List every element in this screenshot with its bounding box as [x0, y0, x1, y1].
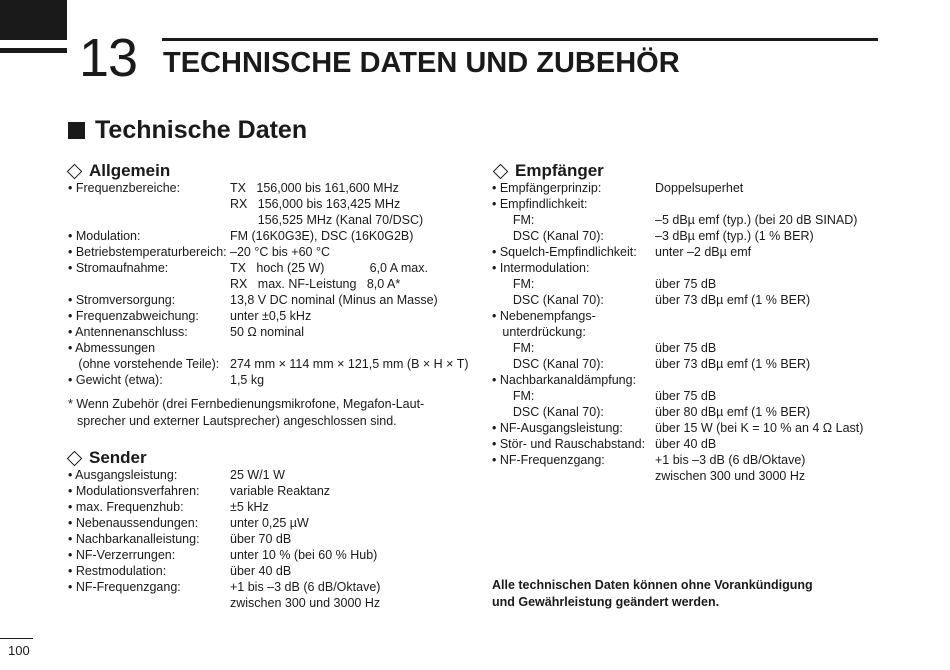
spec-label: • Frequenzabweichung:	[68, 309, 199, 323]
spec-value: FM (16K0G3E), DSC (16K0G2B)	[230, 229, 414, 243]
subhead-allgemein-text: Allgemein	[89, 161, 171, 180]
spec-row	[68, 467, 468, 483]
spec-value: zwischen 300 und 3000 Hz	[230, 596, 381, 610]
spec-label: • Frequenzbereiche:	[68, 181, 181, 195]
spec-label: DSC (Kanal 70):	[492, 293, 604, 307]
empfaenger-table	[492, 180, 912, 484]
spec-row	[68, 212, 468, 228]
spec-row	[492, 228, 912, 244]
spec-label: FM:	[492, 389, 535, 403]
spec-value: +1 bis –3 dB (6 dB/Oktave)	[655, 453, 806, 467]
spec-value: über 75 dB	[655, 341, 717, 355]
footnote	[68, 396, 424, 430]
spec-row	[492, 404, 912, 420]
spec-row	[492, 468, 912, 484]
spec-label: • max. Frequenzhub:	[68, 500, 184, 514]
spec-row	[68, 531, 468, 547]
spec-row	[68, 260, 468, 276]
spec-label: DSC (Kanal 70):	[492, 229, 604, 243]
page-number: 100	[8, 643, 30, 658]
spec-label: FM:	[492, 213, 535, 227]
sender-table	[68, 467, 468, 611]
spec-row	[68, 228, 468, 244]
spec-value: über 40 dB	[655, 437, 717, 451]
specs-note-line-2: und Gewährleistung geändert werden.	[492, 595, 720, 609]
spec-label: • Stromversorgung:	[68, 293, 176, 307]
spec-value: unter –2 dBµ emf	[655, 245, 752, 259]
spec-label: unterdrückung:	[492, 325, 586, 339]
spec-label: • Nachbarkanalleistung:	[68, 532, 200, 546]
chapter-number: 13	[79, 28, 138, 88]
spec-value: TX 156,000 bis 161,600 MHz	[230, 181, 399, 195]
spec-label: • Empfindlichkeit:	[492, 197, 588, 211]
spec-value: unter 10 % (bei 60 % Hub)	[230, 548, 378, 562]
spec-row	[68, 563, 468, 579]
subhead-allgemein	[66, 161, 170, 181]
spec-label: DSC (Kanal 70):	[492, 405, 604, 419]
diamond-icon	[67, 163, 83, 179]
spec-row	[68, 324, 468, 340]
spec-row	[68, 340, 468, 356]
spec-label: • Intermodulation:	[492, 261, 590, 275]
spec-row	[492, 372, 912, 388]
spec-value: TX hoch (25 W) 6,0 A max.	[230, 261, 428, 275]
spec-row	[68, 180, 468, 196]
spec-row	[492, 420, 912, 436]
spec-value: 156,525 MHz (Kanal 70/DSC)	[230, 213, 424, 227]
chapter-rule	[162, 38, 878, 41]
spec-row	[492, 308, 912, 324]
spec-value: 274 mm × 114 mm × 121,5 mm (B × H × T)	[230, 357, 469, 371]
spec-row	[68, 276, 468, 292]
spec-row	[68, 595, 468, 611]
spec-value: über 40 dB	[230, 564, 292, 578]
spec-row	[492, 260, 912, 276]
diamond-icon	[67, 450, 83, 466]
spec-label: • NF-Ausgangsleistung:	[492, 421, 623, 435]
section-title-text: Technische Daten	[95, 116, 308, 144]
spec-label: • Empfängerprinzip:	[492, 181, 602, 195]
subhead-empfaenger-text: Empfänger	[515, 161, 604, 180]
spec-value: 13,8 V DC nominal (Minus an Masse)	[230, 293, 438, 307]
spec-value: 1,5 kg	[230, 373, 265, 387]
spec-value: über 73 dBµ emf (1 % BER)	[655, 293, 811, 307]
chapter-tab-block	[0, 0, 67, 40]
spec-label: • Restmodulation:	[68, 564, 167, 578]
spec-row	[68, 292, 468, 308]
page-number-rule	[0, 638, 33, 639]
spec-value: über 73 dBµ emf (1 % BER)	[655, 357, 811, 371]
spec-value: –20 °C bis +60 °C	[230, 245, 330, 259]
spec-value: ±5 kHz	[230, 500, 269, 514]
spec-row	[492, 292, 912, 308]
spec-label: • NF-Frequenzgang:	[492, 453, 605, 467]
spec-value: +1 bis –3 dB (6 dB/Oktave)	[230, 580, 381, 594]
spec-label: • Antennenanschluss:	[68, 325, 188, 339]
spec-value: über 15 W (bei K = 10 % an 4 Ω Last)	[655, 421, 864, 435]
specs-note	[492, 577, 813, 611]
spec-label: • Modulation:	[68, 229, 141, 243]
spec-value: unter 0,25 µW	[230, 516, 309, 530]
spec-row	[68, 196, 468, 212]
spec-row	[492, 356, 912, 372]
spec-label: • Stromaufnahme:	[68, 261, 169, 275]
subhead-sender	[66, 448, 147, 468]
spec-value: –5 dBµ emf (typ.) (bei 20 dB SINAD)	[655, 213, 858, 227]
allgemein-table	[68, 180, 468, 388]
diamond-icon	[493, 163, 509, 179]
spec-row	[68, 499, 468, 515]
specs-note-line-1: Alle technischen Daten können ohne Vorankündigung	[492, 578, 813, 592]
spec-value: RX max. NF-Leistung 8,0 A*	[230, 277, 401, 291]
square-bullet-icon	[68, 122, 85, 139]
spec-value: zwischen 300 und 3000 Hz	[655, 469, 806, 483]
spec-row	[492, 452, 912, 468]
spec-label: • Nebenaussendungen:	[68, 516, 199, 530]
spec-label: • Modulationsverfahren:	[68, 484, 200, 498]
subhead-empfaenger	[492, 161, 604, 181]
spec-label: • Betriebstemperaturbereich:	[68, 245, 227, 259]
spec-row	[68, 579, 468, 595]
spec-row	[68, 372, 468, 388]
spec-value: 25 W/1 W	[230, 468, 285, 482]
spec-row	[492, 340, 912, 356]
spec-value: variable Reaktanz	[230, 484, 331, 498]
spec-row	[492, 276, 912, 292]
spec-row	[68, 244, 468, 260]
spec-value: Doppelsuperhet	[655, 181, 744, 195]
spec-label: • Squelch-Empfindlichkeit:	[492, 245, 637, 259]
spec-label: • Abmessungen	[68, 341, 156, 355]
spec-label: • Nachbarkanaldämpfung:	[492, 373, 637, 387]
spec-row	[492, 180, 912, 196]
spec-row	[68, 515, 468, 531]
chapter-tab-bar	[0, 48, 67, 53]
spec-row	[68, 547, 468, 563]
spec-value: über 80 dBµ emf (1 % BER)	[655, 405, 811, 419]
spec-label: • Nebenempfangs-	[492, 309, 596, 323]
spec-row	[68, 356, 468, 372]
spec-value: unter ±0,5 kHz	[230, 309, 312, 323]
footnote-line-2: sprecher und externer Lautsprecher) angeschlossen sind.	[77, 414, 397, 428]
spec-row	[68, 308, 468, 324]
spec-row	[492, 212, 912, 228]
spec-label: • NF-Frequenzgang:	[68, 580, 181, 594]
footnote-line-1: * Wenn Zubehör (drei Fernbedienungsmikrofone, Megafon-Laut-	[68, 397, 425, 411]
spec-row	[492, 324, 912, 340]
spec-row	[492, 244, 912, 260]
spec-label: • Stör- und Rauschabstand:	[492, 437, 646, 451]
spec-row	[492, 388, 912, 404]
spec-row	[492, 196, 912, 212]
chapter-title: TECHNISCHE DATEN UND ZUBEHÖR	[163, 47, 680, 79]
spec-value: –3 dBµ emf (typ.) (1 % BER)	[655, 229, 814, 243]
spec-label: FM:	[492, 277, 535, 291]
subhead-sender-text: Sender	[89, 448, 147, 467]
spec-value: RX 156,000 bis 163,425 MHz	[230, 197, 401, 211]
spec-label: • Gewicht (etwa):	[68, 373, 163, 387]
spec-value: über 75 dB	[655, 277, 717, 291]
spec-label: (ohne vorstehende Teile):	[68, 357, 220, 371]
spec-value: 50 Ω nominal	[230, 325, 304, 339]
spec-value: über 75 dB	[655, 389, 717, 403]
spec-value: über 70 dB	[230, 532, 292, 546]
spec-label: • Ausgangsleistung:	[68, 468, 178, 482]
spec-row	[68, 483, 468, 499]
spec-row	[492, 436, 912, 452]
spec-label: • NF-Verzerrungen:	[68, 548, 176, 562]
spec-label: FM:	[492, 341, 535, 355]
spec-label: DSC (Kanal 70):	[492, 357, 604, 371]
section-title	[68, 114, 307, 146]
